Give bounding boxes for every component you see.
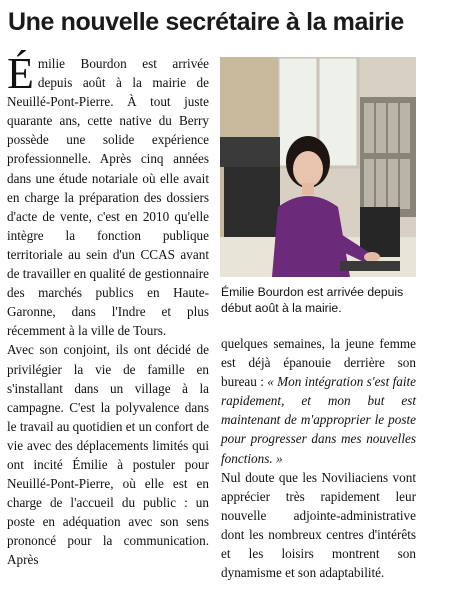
article-column-right bbox=[221, 334, 416, 582]
paragraph-quote bbox=[221, 334, 416, 468]
article-headline: Une nouvelle secrétaire à la mairie bbox=[8, 8, 404, 36]
paragraph-conclusion: Nul doute que les Noviliaciens vont apprécier très rapidement leur nouvelle adjointe-administrative dont les nombreux centres d'intérêts et les loisirs montrent son dynamisme et son adaptabilité. bbox=[221, 469, 416, 581]
office-photo-illustration bbox=[220, 57, 416, 277]
paragraph-family: Avec son conjoint, ils ont décidé de privilégier la vie de famille en s'installant dans un village à la campagne. C'est la polyvalence dans le travail au quotidien et un confort de vie avec des déplacements limités qui ont incité Émilie à postuler pour Neuillé-Pont-Pierre, où elle est en charge de l'accueil du public : un poste en adéquation avec son sens prononcé pour la communication. Après bbox=[7, 342, 209, 568]
photo-caption: Émilie Bourdon est arrivée depuis début août à la mairie. bbox=[221, 285, 404, 315]
paragraph-intro-text: milie Bourdon est arrivée depuis août à la mairie de Neuillé-Pont-Pierre. À tout juste quarante ans, cette native du Berry possède une solide expérience professionnelle. Après cinq années dans une étude notariale où elle avait en charge la préparation des dossiers d'acte de vente, c'est en 2010 qu'elle intègre la fonction publique territoriale au sein d'un CCAS avant de travailler en qualité de gestionnaire des marchés publics en Haute-Garonne, dans l'Indre et plus récemment à la ville de Tours. bbox=[7, 56, 209, 339]
article-column-left bbox=[7, 49, 209, 570]
quote-text: « Mon intégration s'est faite rapidement, et mon but est maintenant de m'approprier le poste pour progresser dans mes nouvelles fonctions. » bbox=[221, 374, 417, 466]
paragraph-quote-lead: quelques semaines, la jeune femme est déjà épanouie derrière son bureau : bbox=[221, 336, 416, 390]
dropcap: É bbox=[7, 49, 34, 98]
article-photo bbox=[220, 57, 416, 277]
paragraph-intro bbox=[7, 49, 209, 340]
